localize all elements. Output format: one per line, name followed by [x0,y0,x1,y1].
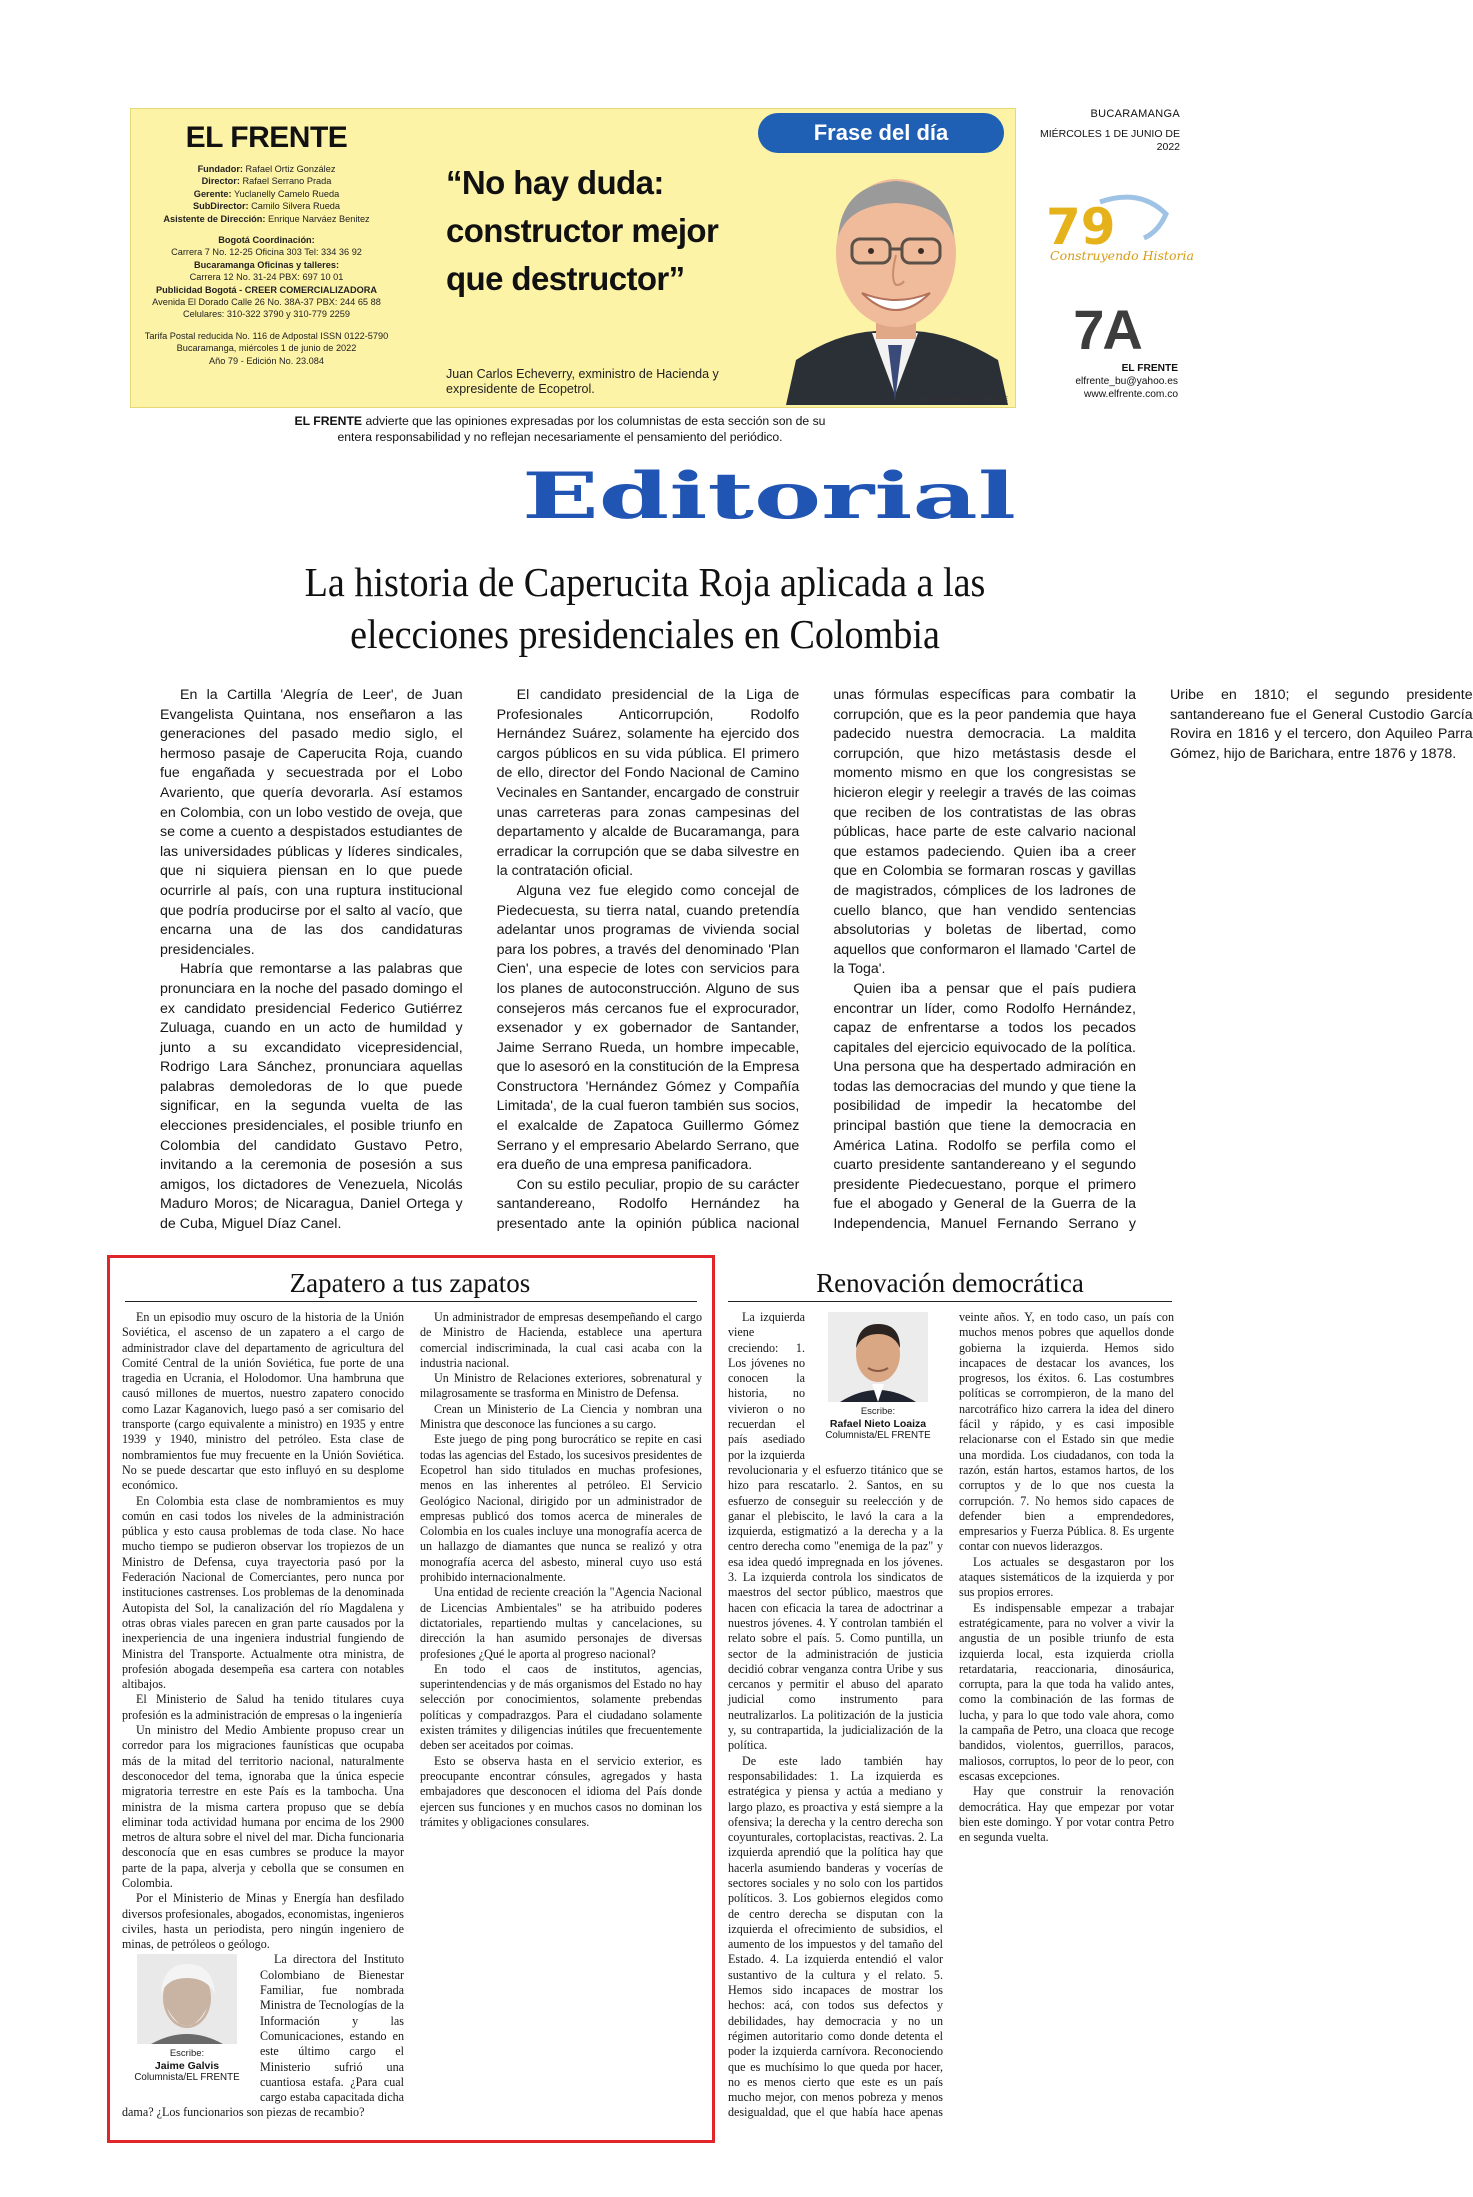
edition-number: Año 79 - Edición No. 23.084 [209,355,324,366]
quote-portrait [776,155,1014,405]
left-column-body [122,1310,702,2130]
left-paragraph: Un administrador de empresas desempeñando el cargo de Ministro de Hacienda, establece una apertura comercial indiscriminada, la cual casi acaba con la industria nacional. [420,1310,702,1370]
left-author-card [122,1954,252,2084]
anniversary-emblem [1040,192,1194,264]
phones: Celulares: 310-322 3790 y 310-779 2259 [182,309,351,320]
left-paragraph: Un Ministro de Relaciones exteriores, sobrenatural y milagrosamente se trasforma en Ministro de Defensa. [420,1371,702,1401]
left-paragraph: Una entidad de reciente creación la "Agencia Nacional de Licencias Ambientales" se ha atribuido poderes dictatoriales, repartiendo multas y cancelaciones, su dirección la han asumido personajes de diversas profesiones ¿Qué le aporta al progreso nacional? [420,1585,702,1661]
right-author-photo [828,1312,928,1402]
left-column-title: Zapatero a tus zapatos [289,1268,531,1298]
left-paragraph: En todo el caos de institutos, agencias, superintendencias y de más organismos del Estado no hay selección por conocimientos, solamente prebendas políticas y compadrazgos. Para el ciudadano solamente existen trámites y diligencias inútiles que frecuentemente deben ser aceitados por coimas. [420,1661,702,1753]
main-paragraph: En la Cartilla 'Alegría de Leer', de Juan Evangelista Quintana, nos enseñaron a las generaciones del pasado medio siglo, el hermoso pasaje de Caperucita Roja, cuando fue engañada y secuestrada por el Lobo Avariento, que quería devorarla. Así estamos en Colombia, con un lobo vestido de oveja, que se come a cuento a despistados estudiantes de las universidades públicas y líderes sindicales, que ni siquiera piensan en lo que puede ocurrirle al país, con una ruptura institucional que podría producirse por el salto al vacío, que encarna una de las dos candidaturas presidenciales. [160,687,463,958]
paper-credits [139,121,394,367]
right-column-body [728,1310,1174,2130]
disclaimer [290,414,830,445]
bogota-address: Carrera 7 No. 12-25 Oficina 303 Tel: 334 36 92 [171,247,362,258]
right-paragraph: Es indispensable empezar a trabajar estratégicamente, para no volver a vivir la angustia de un posible triunfo de esta izquierda local, esta izquierda criolla retardataria, reaccionaria, dinosáurica, corrupta, para la que toda ha valido antes, como la combinación de las formas de lucha, y para lo que todo vale ahora, como la campaña de Petro, una cloaca que recoge bandidos, violentos, guerrillos, paracos, maliosos, corruptos, lo peor de lo peor, con escasas excepciones. [959,1600,1174,1783]
credit-manager: Gerente: Yuclanelly Camelo Rueda [193,188,340,199]
bogota-title: Bogotá Coordinación: [218,235,315,246]
left-paragraph: En Colombia esta clase de nombramientos es muy común en casi todos los niveles de la administración pública y esto causa problemas de toda clase. No hace mucho tiempo se pudieron observar los tropiezos de un Ministro de Defensa, cuya trayectoria pasó por la Federación Nacional de Comerciantes, pero nunca por instituciones castrenses. Los problemas de la denominada Autopista del Sol, la canalización del río Magdalena y otras obras viales parecen en gran parte causados por la inexperiencia de una ingeniera industrial fungiendo de Ministra del Transporte. Actualmente otra ministra, de profesión abogada desempeña esa cartera con notables altibajos. [122,1493,404,1692]
credit-assistant: Asistente de Dirección: Enrique Narváez Benitez [163,213,370,224]
anniversary-number: 79 [1046,198,1116,256]
portrait-illustration [776,155,1014,405]
main-paragraph: Habría que remontarse a las palabras que pronunciara en la noche del pasado domingo el ex candidato presidencial Federico Gutiérrez Zuluaga, cuando en un acto de humildad y junto a su excandidato vicepresidencial, Rodrigo Lara Sánchez, pronunciara aquellas palabras demoledoras de lo que puede significar, en la segunda vuelta de las elecciones presidenciales, el posible triunfo en Colombia del candidato Gustavo Petro, invitando a la ceremonia de posesión a sus amigos, los dictadores de Venezuela, Nicolás Maduro Moros; de Nicaragua, Daniel Ortega y de Cuba, Miguel Díaz Canel. [160,961,463,1233]
right-writes-label: Escribe: [860,1406,896,1417]
quote-author: Juan Carlos Echeverry, exministro de Hacienda y expresidente de Ecopetrol. [446,367,719,396]
credit-subdirector: SubDirector: Camilo Silvera Rueda [192,201,341,212]
left-author-name: Jaime Galvis [154,2060,220,2073]
quote-panel [406,109,1016,407]
left-paragraph: Esto se observa hasta en el servicio exterior, es preocupante encontrar cónsules, agregados y hasta embajadores que desconocen el idioma del País donde ejercen sus funciones y en muchos casos no dominan los trámites y obligaciones consulares. [420,1753,702,1829]
credit-director: Director: Rafael Serrano Prada [201,176,332,187]
right-author-illustration [828,1312,928,1402]
main-paragraph: Quien iba a pensar que el país pudiera encontrar un líder, como Rodolfo Hernández, capaz de enfrentarse a todos los pecados capitales del ejercicio equivocado de la política. Una persona que ha despertado admiración en todas las democracias del mundo y que tiene la posibilidad de impedir la hecatombe del principal bastión que tiene la democracia en América Latina. Rodolfo se perfila como el cuarto presidente santandereano y el segundo presidente Piedecuestano, porque el primero fue el abogado y General de la Guerra de la Independencia, Manuel Fernando Serrano y Uribe en 1810; el segundo presidente santandereano fue el General Custodio García Rovira en 1816 y el tercero, don Aquileo Parra Gómez, hijo de Barichara, entre 1876 y 1878. [833,687,1473,1233]
postal-rate: Tarifa Postal reducida No. 116 de Adpostal ISSN 0122-5790 [144,330,389,341]
advertising: Publicidad Bogotá - CREER COMERCIALIZADORA [155,284,377,295]
main-article [160,686,1473,1246]
right-title-rule [728,1301,1172,1302]
left-author-photo [137,1954,237,2044]
edition-date-side: MIÉRCOLES 1 DE JUNIO DE 2022 [1039,128,1180,153]
anniversary-logo [1040,192,1194,264]
edition-date: Bucaramanga, miércoles 1 de junio de 2022 [176,343,357,354]
left-paragraph: En un episodio muy oscuro de la historia de la Unión Soviética, el ascenso de un zapatero a el cargo de administrador clave del departamento de agricultura del Comité Central de la unión Soviética, fue porte de una tragedia en Ucrania, el Holodomor. Una hambruna que causó millones de muertos, nuestro zapatero conocido como Lazar Kaganovich, luego pasó a ser comisario del transporte (cargo equivalente a ministro) en 1935 y entre 1939 y 1940, ministro del petróleo. Esta clase de nombramientos fue muy frecuente en la Unión Soviética. No se puede descartar que esto influyó en su desplome económico. [122,1310,404,1493]
disclaimer-text: advierte que las opiniones expresadas por los columnistas de esta sección son de su entera responsabilidad y no reflejan necesariamente el pensamiento del periódico. [337,414,826,444]
right-author-card [813,1312,943,1442]
edition-city: BUCARAMANGA [1090,108,1180,120]
page-number: 7A [1073,298,1141,361]
side-website[interactable]: www.elfrente.com.co [1084,389,1178,400]
anniversary-text: Construyendo Historia [1050,248,1194,263]
bucaramanga-title: Bucaramanga Oficinas y talleres: [193,259,340,270]
right-author-role: Columnista/EL FRENTE [825,1430,931,1441]
section-title-wrap [520,459,1020,534]
right-paragraph: De este lado también hay responsabilidades: 1. La izquierda es estratégica y piensa y actúa a mediano y largo plazo, es proactiva y está siempre a la ofensiva; la derecha y la centro derecha son coyunturales, cortoplacistas, reactivas. 2. La izquierda aprendió que la política hay que hacerla asumiendo banderas y vocerías de sectores sociales y no solo con los partidos políticos. 3. Los gobiernos elegidos como de centro derecha se disputan con la izquierda el ofrecimiento de subsidios, el aumento de los impuestos y del tamaño del Estado. 4. La izquierda entendió el valor sustantivo de la cultura y el relato. 5. Hemos sido incapaces de mostrar los hechos: acá, con todos sus defectos y debilidades, hay democracia y no un régimen autoritario como donde detenta el poder la izquierda carnívora. Reconociendo que es muchísimo lo que queda por hacer, no es menos cierto que este es un país mucho mejor, con menos pobreza y menos desigualdad, que el que había hace apenas veinte años. Y, en todo caso, un país con muchos menos pobres que aquellos donde gobierna la izquierda. Hemos sido incapaces de destacar los avances, los progresos, los éxitos. 6. Las costumbres políticas se corrompieron, de la mano del narcotráfico hizo carrera la idea del dinero fácil y rápido, y es casi imposible relacionarse con el Estado sin que medie una mordida. Los ciudadanos, con toda la razón, están hartos, estamos hartos, de los corruptos y de lo que nos cuesta la corrupción. 7. No hemos sido capaces de defender bien a emprendedores, empresarios y Fuerza Pública. 8. Es urgente contar con nuevos liderazgos. [728,1310,1174,2120]
paper-name: EL FRENTE [185,121,348,154]
right-column-title: Renovación democrática [816,1268,1084,1298]
left-author-role: Columnista/EL FRENTE [134,2072,240,2084]
side-info [1030,108,1180,154]
masthead-box [130,108,1016,408]
photo-credit: Foto suministrada / EL FRENTE [915,396,1008,403]
left-paragraph: Este juego de ping pong burocrático se repite en casi todas las agencias del Estado, los sucesivos presidentes de Ecopetrol han sido titulados en muchas profesiones, menos en las inherentes al petróleo. El Servicio Geológico Nacional, dirigido por un administrador de empresas publicó dos tomos acerca de minerales de Colombia en los cuales incluye una monografía acerca de un hallazgo de diamantes que nunca se realizó y otra monografía acerca del asbesto, mineral cuyo uso está prohibido internacionalmente. [420,1432,702,1585]
main-paragraph: Alguna vez fue elegido como concejal de Piedecuesta, su tierra natal, cuando pretendía adelantar unos programas de vivienda social para los pobres, a través del denominado 'Plan Cien', una especie de lotes con servicios para los planes de autoconstrucción. Alguno de sus consejeros más cercanos fue el exprocurador, exsenador y ex gobernador de Santander, Jaime Serrano Rueda, un hombre impecable, que lo asesoró en la constitución de la Empresa Constructora 'Hernández Gómez y Compañía Limitada', de la cual fueron también sus socios, el exalcalde de Zapatoca Guillermo Gómez Serrano y el empresario Abelardo Serrano, que era dueño de una empresa panificadora. [496,882,800,1174]
left-paragraph: Crean un Ministerio de La Ciencia y nombran una Ministra que desconoce las funciones a su cargo. [420,1401,702,1432]
advertising-address: Avenida El Dorado Calle 26 No. 38A-37 PBX: 244 65 88 [152,297,381,308]
quote-badge: Frase del día [758,113,1004,153]
left-writes-label: Escribe: [169,2048,205,2060]
side-brand: EL FRENTE [1121,363,1178,374]
left-paragraph: La directora del Instituto Colombiano de Bienestar Familiar, fue nombrada Ministra de Tecnologías de la Información y las Comunicaciones, estando en este último cargo el Ministerio sufrió una cuantiosa estafa. ¿Para cual cargo estaba capacitada dicha dama? ¿Los funcionarios son piezas de recambio? [122,1952,404,2120]
right-paragraph: Hay que construir la renovación democrática. Hay que empezar por votar bien este domingo. Y por votar contra Petro en segunda vuelta. [959,1784,1174,1845]
bucaramanga-address: Carrera 12 No. 31-24 PBX: 697 10 01 [189,272,344,283]
quote-text: “No hay duda: constructor mejor que destructor” [446,164,719,297]
main-paragraph: Con su estilo peculiar, propio de su carácter santandereano, Rodolfo Hernández ha presentado ante la opinión pública nacional unas fórmulas específicas para combatir la corrupción, que es la peor pandemia que haya padecido nuestra democracia. La maldita corrupción, que hizo metástasis desde el momento mismo en que los congresistas se hicieron elegir y reelegir a través de las coimas que reciben de los contratistas de las obras públicas, hace parte de este calvario nacional que estamos padeciendo. Quien iba a creer que en Colombia se formaran roscas y gavillas de magistrados, cómplices de los ladrones de cuello blanco, que han vendido sentencias absolutorias y boletas de libertad, como aquellos que conformaron el llamado 'Cartel de la Toga'. [496,687,1136,1233]
main-paragraph: El candidato presidencial de la Liga de Profesionales Anticorrupción, Rodolfo Hernández Suárez, solamente ha ejercido dos cargos públicos en su vida pública. El primero de ello, director del Fondo Nacional de Camino Vecinales en Santander, encargado de construir unas carreteras para zonas campesinas del departamento y alcalde de Bucaramanga, para erradicar la corrupción que se daba silvestre en la contratación oficial. [496,687,800,880]
side-contact [1028,362,1178,401]
left-title-rule [125,1301,697,1302]
side-email[interactable]: elfrente_bu@yahoo.es [1075,376,1178,387]
section-title-text: Editorial [522,459,1016,534]
right-author-name: Rafael Nieto Loaiza [829,1418,927,1430]
credit-founder: Fundador: Rafael Ortiz González [197,164,336,174]
disclaimer-brand: EL FRENTE [294,414,363,428]
right-paragraph: La izquierda viene creciendo: 1. Los jóvenes no conocen la historia, no vivieron o no recuerdan el país asediado por la izquierda revolucionaria y el esfuerzo titánico que se hizo para rescatarlo. 2. Santos, en su esfuerzo de conseguir su reelección y de ganar el plebiscito, le lavó la cara a la izquierda, estigmatizó a la derecha y a la centro derecha como "enemiga de la paz" y esa idea quedó impregnada en los jóvenes. 3. La izquierda controla los sindicatos de maestros del sector público, maestros que hacen con eficacia la tarea de adoctrinar a nuestros jóvenes. 4. Y controlan también el relato sobre el país. 5. Como puntilla, un sector de la administración de justicia decidió cobrar venganza contra Uribe y sus cercanos y permitir el abuso del aparato judicial como instrumento para neutralizarlos. La politización de la justicia y, su contrapartida, la judicialización de la política. [728,1310,943,1753]
left-paragraph: Un ministro del Medio Ambiente propuso crear un corredor para los migraciones faunísticas que ocupaba más de la mitad del territorio nacional, naturalmente desconocedor del tema, ignoraba que la única especie migratoria terrestre en este País es la tambocha. Una ministra de la misma cartera propuso que se debía eliminar toda actividad humana por encima de los 2900 metros de altura sobre el nivel del mar. Dicha funcionaria desconocía que en esas cumbres se produce la mayor parte de la papa, alverja y cebolla que se consumen en Colombia. [122,1723,404,1890]
left-paragraph: El Ministerio de Salud ha tenido titulares cuya profesión es la administración de empresas o la ingeniería [122,1692,404,1722]
left-author-illustration [137,1954,237,2044]
section-title [520,459,1020,534]
left-paragraph: Por el Ministerio de Minas y Energía han desfilado diversos profesionales, abogados, economistas, ingenieros civiles, hasta un periodista, pero ningún ingeniero de minas, de petróleos o geólogo. [122,1891,404,1952]
right-paragraph: Los actuales se desgastaron por los ataques sistemáticos de la izquierda y por sus propios errores. [959,1554,1174,1600]
main-headline: La historia de Caperucita Roja aplicada a las elecciones presidenciales en Colombia [304,559,986,657]
